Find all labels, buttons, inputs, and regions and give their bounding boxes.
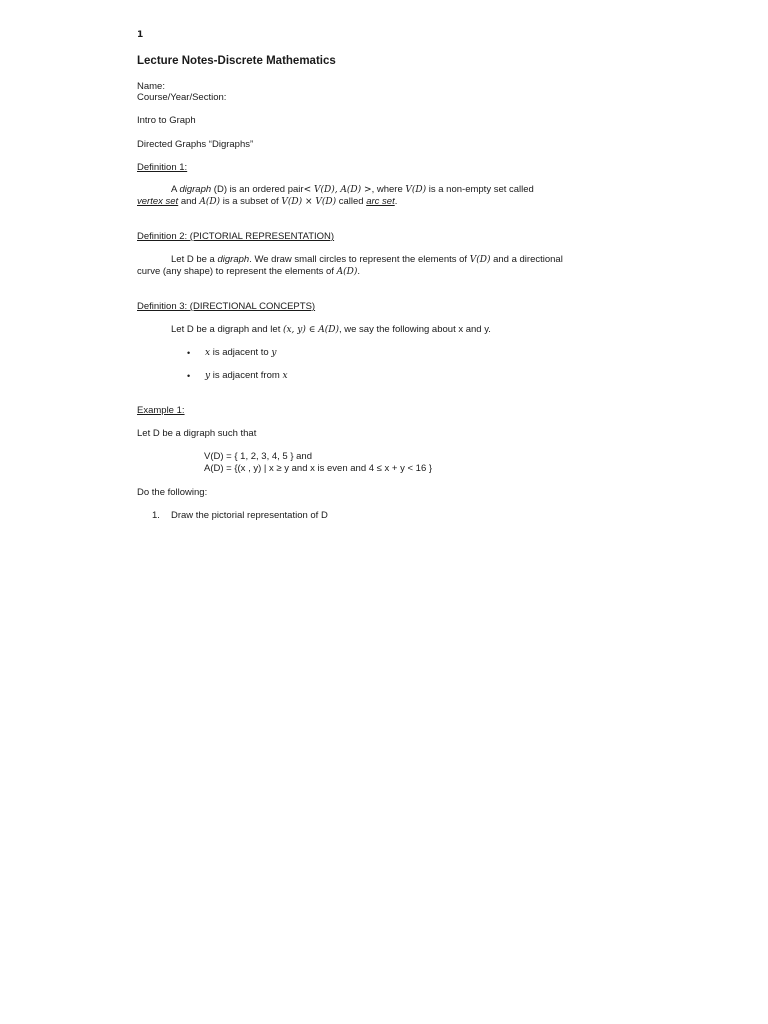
definition-1-line-2: vertex set and A(D) is a subset of V(D) × V(D) called arc set. bbox=[137, 196, 398, 207]
name-field-label: Name: bbox=[137, 81, 165, 92]
document-title: Lecture Notes-Discrete Mathematics bbox=[137, 55, 336, 67]
instructions-text: Do the following: bbox=[137, 487, 208, 498]
list-item-number: 1. bbox=[152, 510, 160, 521]
example-1-heading: Example 1: bbox=[137, 405, 185, 416]
definition-2-heading: Definition 2: (PICTORIAL REPRESENTATION) bbox=[137, 231, 335, 242]
definition-3-heading: Definition 3: (DIRECTIONAL CONCEPTS) bbox=[137, 301, 316, 312]
page-number: 1 bbox=[137, 30, 144, 40]
bullet-item-adjacent-from: y is adjacent from x bbox=[205, 370, 288, 381]
definition-2-line-2: curve (any shape) to represent the elements of A(D). bbox=[137, 266, 360, 277]
definition-1-heading: Definition 1: bbox=[137, 162, 188, 173]
definition-2-line-1: Let D be a digraph. We draw small circles to represent the elements of V(D) and a directional bbox=[171, 254, 563, 265]
example-1-intro: Let D be a digraph such that bbox=[137, 428, 257, 439]
bullet-item-adjacent-to: x is adjacent to y bbox=[205, 347, 277, 358]
bullet-icon: • bbox=[187, 348, 191, 358]
course-field-label: Course/Year/Section: bbox=[137, 92, 227, 103]
definition-1-line-1: A digraph (D) is an ordered pair< V(D), A(D) >, where V(D) is a non-empty set called bbox=[171, 184, 534, 195]
subtopic-heading: Directed Graphs “Digraphs” bbox=[137, 139, 254, 150]
definition-3-line-1: Let D be a digraph and let (x, y) ∈ A(D), we say the following about x and y. bbox=[171, 324, 491, 335]
list-item: Draw the pictorial representation of D bbox=[171, 510, 328, 521]
arc-set-definition: A(D) = {(x , y) | x ≥ y and x is even and 4 ≤ x + y < 16 } bbox=[204, 463, 433, 474]
bullet-icon: • bbox=[187, 371, 191, 381]
vertex-set-definition: V(D) = { 1, 2, 3, 4, 5 } and bbox=[204, 451, 312, 462]
topic-heading: Intro to Graph bbox=[137, 115, 196, 126]
